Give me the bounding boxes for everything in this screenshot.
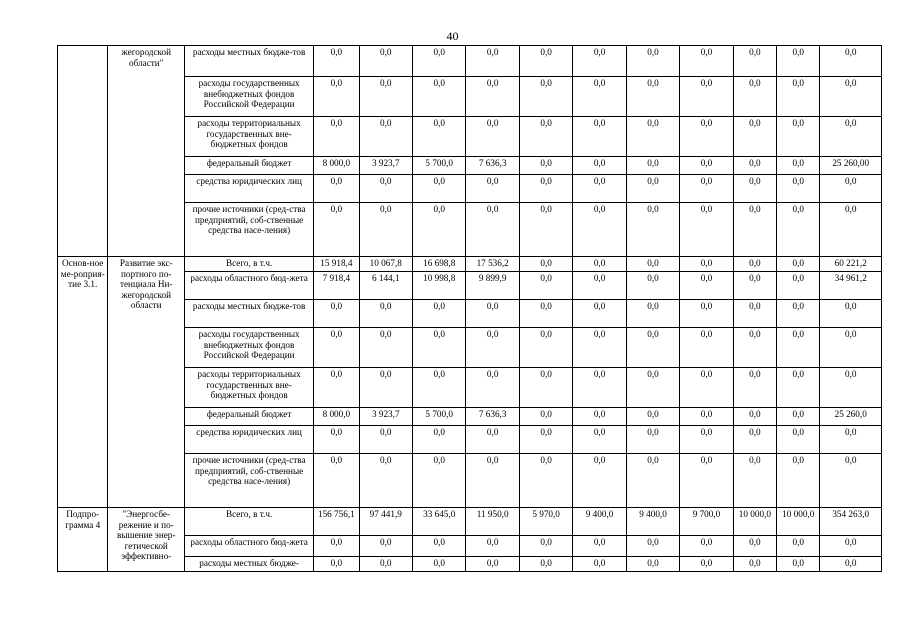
value-cell: 11 950,0 <box>466 508 519 536</box>
value-cell: 0,0 <box>519 203 572 257</box>
funding-source-cell: Всего, в т.ч. <box>185 257 314 272</box>
value-cell: 0,0 <box>820 454 882 508</box>
value-cell: 0,0 <box>314 368 359 408</box>
value-cell: 0,0 <box>680 117 733 157</box>
value-cell: 3 923,7 <box>359 408 412 426</box>
value-cell: 0,0 <box>626 426 679 454</box>
value-cell: 0,0 <box>519 257 572 272</box>
value-cell: 0,0 <box>519 408 572 426</box>
measure-name-cell: жегородской области" <box>108 46 185 257</box>
value-cell: 97 441,9 <box>359 508 412 536</box>
value-cell: 0,0 <box>573 175 626 203</box>
value-cell: 0,0 <box>519 175 572 203</box>
budget-table <box>57 45 882 572</box>
value-cell: 0,0 <box>820 300 882 328</box>
value-cell: 0,0 <box>519 272 572 300</box>
value-cell: 0,0 <box>359 454 412 508</box>
table-row <box>58 46 882 77</box>
value-cell: 5 700,0 <box>412 408 465 426</box>
value-cell: 0,0 <box>626 536 679 557</box>
value-cell: 0,0 <box>519 117 572 157</box>
value-cell: 0,0 <box>680 368 733 408</box>
value-cell: 0,0 <box>412 536 465 557</box>
value-cell: 0,0 <box>519 454 572 508</box>
value-cell: 0,0 <box>626 203 679 257</box>
value-cell: 0,0 <box>626 77 679 117</box>
value-cell: 0,0 <box>466 426 519 454</box>
value-cell: 0,0 <box>733 300 776 328</box>
value-cell: 0,0 <box>412 454 465 508</box>
funding-source-cell: расходы государственных внебюджетных фондов Российской Федерации <box>185 328 314 368</box>
value-cell: 0,0 <box>680 300 733 328</box>
value-cell: 0,0 <box>733 426 776 454</box>
value-cell: 0,0 <box>626 157 679 175</box>
value-cell: 0,0 <box>777 157 820 175</box>
value-cell: 0,0 <box>573 328 626 368</box>
value-cell: 0,0 <box>733 272 776 300</box>
value-cell: 0,0 <box>412 77 465 117</box>
value-cell: 0,0 <box>412 175 465 203</box>
value-cell: 0,0 <box>626 272 679 300</box>
value-cell: 0,0 <box>777 557 820 572</box>
value-cell: 0,0 <box>733 536 776 557</box>
value-cell: 0,0 <box>733 368 776 408</box>
value-cell: 60 221,2 <box>820 257 882 272</box>
value-cell: 0,0 <box>573 203 626 257</box>
value-cell: 0,0 <box>412 368 465 408</box>
value-cell: 0,0 <box>777 117 820 157</box>
value-cell: 0,0 <box>777 272 820 300</box>
funding-source-cell: расходы государственных внебюджетных фондов Российской Федерации <box>185 77 314 117</box>
value-cell: 0,0 <box>573 257 626 272</box>
funding-source-cell: Всего, в т.ч. <box>185 508 314 536</box>
value-cell: 0,0 <box>314 328 359 368</box>
program-cell: Подпро-грамма 4 <box>58 508 108 572</box>
value-cell: 25 260,0 <box>820 408 882 426</box>
value-cell: 0,0 <box>519 328 572 368</box>
value-cell: 0,0 <box>733 117 776 157</box>
value-cell: 0,0 <box>733 203 776 257</box>
value-cell: 156 756,1 <box>314 508 359 536</box>
value-cell: 10 000,0 <box>733 508 776 536</box>
value-cell: 0,0 <box>680 203 733 257</box>
value-cell: 0,0 <box>573 300 626 328</box>
value-cell: 0,0 <box>466 328 519 368</box>
value-cell: 0,0 <box>733 454 776 508</box>
value-cell: 0,0 <box>573 536 626 557</box>
value-cell: 0,0 <box>820 368 882 408</box>
value-cell: 0,0 <box>573 368 626 408</box>
value-cell: 10 998,8 <box>412 272 465 300</box>
value-cell: 5 700,0 <box>412 157 465 175</box>
value-cell: 0,0 <box>359 536 412 557</box>
value-cell: 0,0 <box>314 203 359 257</box>
value-cell: 9 899,9 <box>466 272 519 300</box>
funding-source-cell: прочие источники (сред-ства предприятий, соб-ственные средства насе-ления) <box>185 203 314 257</box>
value-cell: 0,0 <box>573 408 626 426</box>
value-cell: 0,0 <box>466 300 519 328</box>
value-cell: 0,0 <box>314 426 359 454</box>
value-cell: 8 000,0 <box>314 408 359 426</box>
value-cell: 0,0 <box>680 408 733 426</box>
value-cell: 0,0 <box>626 300 679 328</box>
value-cell: 0,0 <box>314 175 359 203</box>
value-cell: 15 918,4 <box>314 257 359 272</box>
value-cell: 10 067,8 <box>359 257 412 272</box>
value-cell: 0,0 <box>412 117 465 157</box>
value-cell: 16 698,8 <box>412 257 465 272</box>
value-cell: 0,0 <box>519 426 572 454</box>
value-cell: 0,0 <box>359 368 412 408</box>
value-cell: 0,0 <box>680 46 733 77</box>
value-cell: 0,0 <box>733 46 776 77</box>
value-cell: 0,0 <box>359 46 412 77</box>
table-row <box>58 508 882 536</box>
value-cell: 0,0 <box>820 46 882 77</box>
value-cell: 0,0 <box>314 536 359 557</box>
value-cell: 9 700,0 <box>680 508 733 536</box>
value-cell: 0,0 <box>733 257 776 272</box>
value-cell: 0,0 <box>680 536 733 557</box>
value-cell: 0,0 <box>733 157 776 175</box>
value-cell: 0,0 <box>680 77 733 117</box>
value-cell: 0,0 <box>680 426 733 454</box>
value-cell: 0,0 <box>626 408 679 426</box>
funding-source-cell: федеральный бюджет <box>185 408 314 426</box>
value-cell: 0,0 <box>820 77 882 117</box>
value-cell: 10 000,0 <box>777 508 820 536</box>
value-cell: 0,0 <box>680 257 733 272</box>
value-cell: 7 918,4 <box>314 272 359 300</box>
value-cell: 0,0 <box>680 272 733 300</box>
value-cell: 0,0 <box>680 454 733 508</box>
value-cell: 3 923,7 <box>359 157 412 175</box>
value-cell: 7 636,3 <box>466 157 519 175</box>
value-cell: 33 645,0 <box>412 508 465 536</box>
value-cell: 9 400,0 <box>626 508 679 536</box>
value-cell: 0,0 <box>733 557 776 572</box>
value-cell: 0,0 <box>573 454 626 508</box>
value-cell: 0,0 <box>519 77 572 117</box>
funding-source-cell: средства юридических лиц <box>185 175 314 203</box>
value-cell: 7 636,3 <box>466 408 519 426</box>
value-cell: 0,0 <box>519 46 572 77</box>
value-cell: 0,0 <box>733 175 776 203</box>
value-cell: 0,0 <box>466 175 519 203</box>
value-cell: 0,0 <box>519 368 572 408</box>
value-cell: 0,0 <box>820 557 882 572</box>
funding-source-cell: прочие источники (сред-ства предприятий, соб-ственные средства насе-ления) <box>185 454 314 508</box>
value-cell: 0,0 <box>733 328 776 368</box>
value-cell: 0,0 <box>573 117 626 157</box>
value-cell: 6 144,1 <box>359 272 412 300</box>
table-row <box>58 257 882 272</box>
funding-source-cell: расходы территориальных государственных вне-бюджетных фондов <box>185 368 314 408</box>
value-cell: 0,0 <box>359 300 412 328</box>
value-cell: 0,0 <box>519 157 572 175</box>
funding-source-cell: расходы областного бюд-жета <box>185 272 314 300</box>
value-cell: 0,0 <box>820 175 882 203</box>
value-cell: 0,0 <box>466 77 519 117</box>
value-cell: 0,0 <box>314 77 359 117</box>
value-cell: 0,0 <box>777 408 820 426</box>
value-cell: 0,0 <box>777 536 820 557</box>
value-cell: 0,0 <box>314 46 359 77</box>
value-cell: 0,0 <box>680 175 733 203</box>
value-cell: 0,0 <box>359 328 412 368</box>
value-cell: 0,0 <box>359 175 412 203</box>
funding-source-cell: расходы местных бюдже- <box>185 557 314 572</box>
value-cell: 0,0 <box>412 557 465 572</box>
value-cell: 0,0 <box>626 46 679 77</box>
value-cell: 0,0 <box>777 368 820 408</box>
value-cell: 0,0 <box>820 536 882 557</box>
value-cell: 0,0 <box>412 328 465 368</box>
value-cell: 0,0 <box>519 557 572 572</box>
measure-name-cell: Развитие экс-портного по-тенциала Ни-жегородской области <box>108 257 185 508</box>
funding-source-cell: расходы местных бюдже-тов <box>185 46 314 77</box>
value-cell: 0,0 <box>314 557 359 572</box>
value-cell: 0,0 <box>573 557 626 572</box>
value-cell: 0,0 <box>626 175 679 203</box>
value-cell: 0,0 <box>412 300 465 328</box>
value-cell: 0,0 <box>573 46 626 77</box>
value-cell: 0,0 <box>519 536 572 557</box>
value-cell: 0,0 <box>412 426 465 454</box>
value-cell: 0,0 <box>777 426 820 454</box>
value-cell: 0,0 <box>573 77 626 117</box>
value-cell: 0,0 <box>359 77 412 117</box>
value-cell: 0,0 <box>466 46 519 77</box>
value-cell: 0,0 <box>626 454 679 508</box>
value-cell: 0,0 <box>626 557 679 572</box>
funding-source-cell: федеральный бюджет <box>185 157 314 175</box>
value-cell: 0,0 <box>359 117 412 157</box>
value-cell: 0,0 <box>680 557 733 572</box>
value-cell: 0,0 <box>359 203 412 257</box>
value-cell: 0,0 <box>412 203 465 257</box>
value-cell: 0,0 <box>359 426 412 454</box>
value-cell: 0,0 <box>466 557 519 572</box>
funding-source-cell: средства юридических лиц <box>185 426 314 454</box>
value-cell: 0,0 <box>466 203 519 257</box>
value-cell: 0,0 <box>777 454 820 508</box>
value-cell: 0,0 <box>626 117 679 157</box>
value-cell: 0,0 <box>314 300 359 328</box>
value-cell: 0,0 <box>820 328 882 368</box>
value-cell: 0,0 <box>820 426 882 454</box>
value-cell: 0,0 <box>777 300 820 328</box>
value-cell: 0,0 <box>573 157 626 175</box>
value-cell: 0,0 <box>314 117 359 157</box>
value-cell: 0,0 <box>314 454 359 508</box>
value-cell: 17 536,2 <box>466 257 519 272</box>
funding-source-cell: расходы территориальных государственных вне-бюджетных фондов <box>185 117 314 157</box>
funding-source-cell: расходы местных бюдже-тов <box>185 300 314 328</box>
value-cell: 0,0 <box>466 536 519 557</box>
value-cell: 0,0 <box>359 557 412 572</box>
value-cell: 0,0 <box>820 203 882 257</box>
value-cell: 0,0 <box>680 328 733 368</box>
value-cell: 0,0 <box>777 77 820 117</box>
funding-source-cell: расходы областного бюд-жета <box>185 536 314 557</box>
value-cell: 0,0 <box>820 117 882 157</box>
program-cell <box>58 46 108 257</box>
measure-name-cell: "Энергосбе-режение и по-вышение энер-гетической эффективно- <box>108 508 185 572</box>
value-cell: 9 400,0 <box>573 508 626 536</box>
value-cell: 0,0 <box>680 157 733 175</box>
page-number: 40 <box>446 29 459 43</box>
value-cell: 0,0 <box>573 426 626 454</box>
value-cell: 0,0 <box>466 368 519 408</box>
value-cell: 0,0 <box>466 117 519 157</box>
value-cell: 0,0 <box>412 46 465 77</box>
value-cell: 34 961,2 <box>820 272 882 300</box>
value-cell: 354 263,0 <box>820 508 882 536</box>
value-cell: 0,0 <box>626 328 679 368</box>
value-cell: 8 000,0 <box>314 157 359 175</box>
program-cell: Основ-ное ме-роприя-тие 3.1. <box>58 257 108 508</box>
value-cell: 0,0 <box>777 46 820 77</box>
value-cell: 0,0 <box>733 408 776 426</box>
value-cell: 0,0 <box>777 203 820 257</box>
value-cell: 0,0 <box>777 257 820 272</box>
value-cell: 0,0 <box>519 300 572 328</box>
value-cell: 0,0 <box>777 328 820 368</box>
value-cell: 0,0 <box>777 175 820 203</box>
value-cell: 0,0 <box>626 368 679 408</box>
value-cell: 0,0 <box>626 257 679 272</box>
value-cell: 0,0 <box>733 77 776 117</box>
value-cell: 0,0 <box>573 272 626 300</box>
value-cell: 5 970,0 <box>519 508 572 536</box>
value-cell: 0,0 <box>466 454 519 508</box>
value-cell: 25 260,00 <box>820 157 882 175</box>
